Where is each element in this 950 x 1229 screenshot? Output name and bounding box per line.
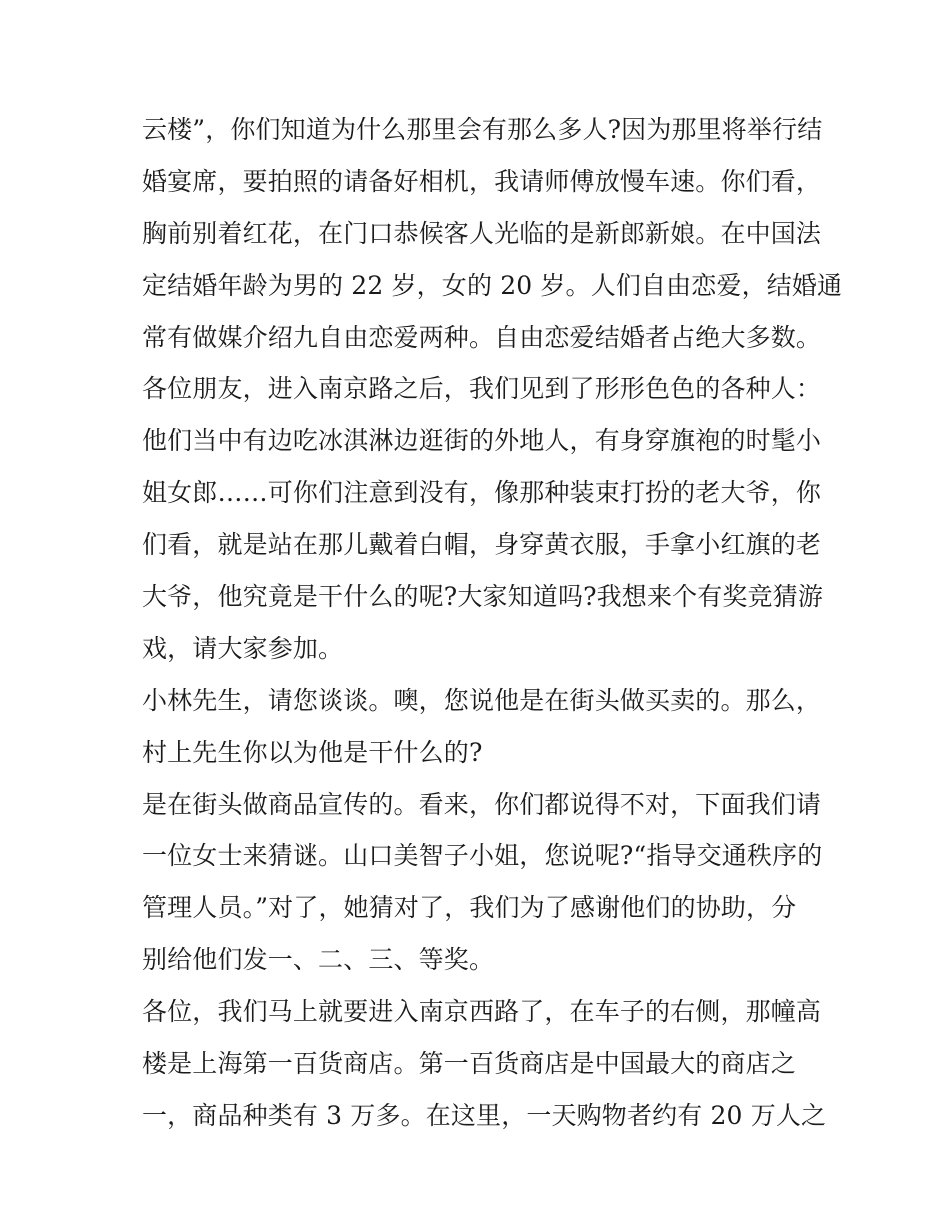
text-line: 楼是上海第一百货商店。第一百货商店是中国最大的商店之 [142, 1049, 796, 1079]
text-line: 他们当中有边吃冰淇淋边逛街的外地人，有身穿旗袍的时髦小 [142, 426, 822, 456]
body-text [142, 104, 843, 1142]
text-line: 常有做媒介绍九自由恋爱两种。自由恋爱结婚者占绝大多数。 [142, 322, 822, 352]
text-line: 一位女士来猜谜。山口美智子小姐，您说呢?“指导交通秩序的 [142, 841, 823, 871]
text-line: 是在街头做商品宣传的。看来，你们都说得不对，下面我们请 [142, 789, 822, 819]
text-line: 戏，请大家参加。 [142, 633, 344, 663]
text-line: 婚宴席，要拍照的请备好相机，我请师傅放慢车速。你们看， [142, 166, 822, 196]
text-line: 们看，就是站在那儿戴着白帽，身穿黄衣服，手拿小红旗的老 [142, 530, 822, 560]
text-line: 别给他们发一、二、三、等奖。 [142, 945, 495, 975]
text-line: 村上先生你以为他是干什么的? [142, 737, 483, 767]
text-line: 大爷，他究竟是干什么的呢?大家知道吗?我想来个有奖竞猜游 [142, 582, 824, 612]
text-line: 姐女郎……可你们注意到没有，像那种装束打扮的老大爷，你 [142, 478, 822, 508]
text-line: 胸前别着红花，在门口恭候客人光临的是新郎新娘。在中国法 [142, 218, 822, 248]
text-line: 小林先生，请您谈谈。噢，您说他是在街头做买卖的。那么， [142, 685, 822, 715]
text-line: 各位朋友，进入南京路之后，我们见到了形形色色的各种人： [142, 374, 822, 404]
text-line: 定结婚年龄为男的 22 岁，女的 20 岁。人们自由恋爱，结婚通 [142, 270, 843, 300]
text-line: 各位，我们马上就要进入南京西路了，在车子的右侧，那幢高 [142, 997, 822, 1027]
text-line: 云楼”，你们知道为什么那里会有那么多人?因为那里将举行结 [142, 115, 823, 144]
text-line: 管理人员。”对了，她猜对了，我们为了感谢他们的协助，分 [142, 893, 797, 923]
text-line: 一，商品种类有 3 万多。在这里，一天购物者约有 20 万人之 [142, 1100, 827, 1130]
